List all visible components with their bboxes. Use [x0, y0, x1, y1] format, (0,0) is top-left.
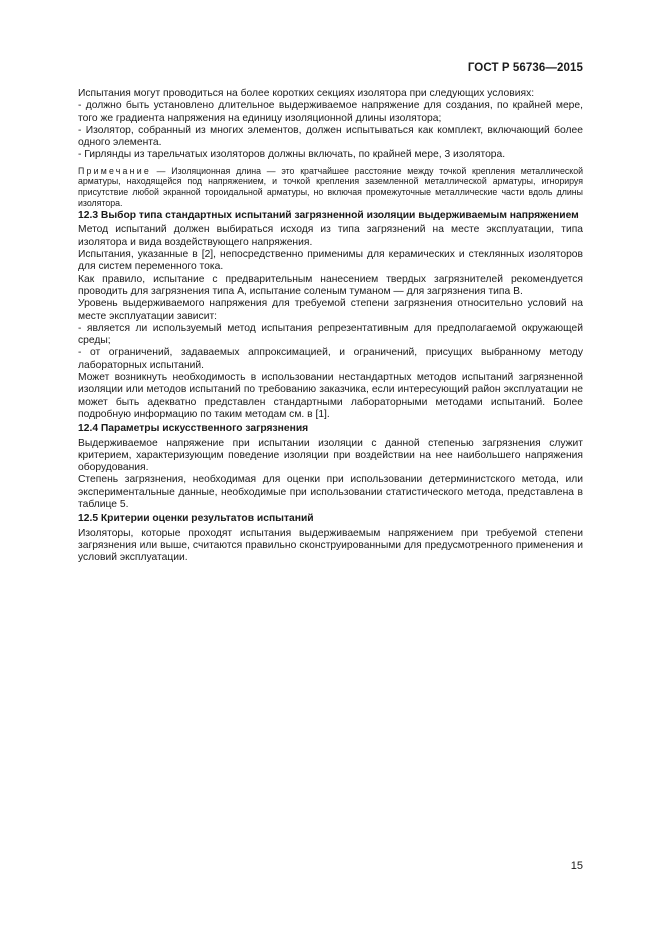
intro-condition-3: - Гирлянды из тарельчатых изоляторов должны включать, по крайней мере, 3 изолятора.	[78, 149, 506, 161]
section-12-3-paragraph-5: Может возникнуть необходимость в использовании нестандартных методов испытаний загрязненной изоляции или методов испытаний по требованию заказчика, если интересующий район эксплуатации не может быть адекватно представлен стандартными лабораторными методами испытаний. Более подробную информацию по таким методам см. в [1].	[78, 372, 583, 420]
section-12-3-paragraph-3: Как правило, испытание с предварительным нанесением твердых загрязнителей рекомендуется проводить для загрязнения типа А, испытание соленым туманом — для загрязнения типа В.	[78, 273, 583, 297]
page-body	[78, 88, 583, 564]
section-12-4-paragraph-1: Выдерживаемое напряжение при испытании изоляции с данной степенью загрязнения служит критерием, характеризующим поведение изоляции при воздействии на нее наибольшего напряжения оборудования.	[78, 437, 583, 474]
intro-condition-2: - Изолятор, собранный из многих элементов, должен испытываться как комплект, включающий более одного элемента.	[78, 124, 583, 149]
intro-condition-1: - должно быть установлено длительное выдерживаемое напряжение для создания, по крайней мере, того же градиента напряжения на единицу изоляционной длины изолятора;	[78, 100, 583, 124]
section-12-5-heading: 12.5 Критерии оценки результатов испытаний	[78, 513, 314, 525]
section-12-3-heading: 12.3 Выбор типа стандартных испытаний загрязненной изоляции выдерживаемым напряжением	[78, 210, 579, 222]
intro-paragraph: Испытания могут проводиться на более коротких секциях изолятора при следующих условиях:	[78, 88, 535, 99]
note-text: — Изоляционная длина — это кратчайшее расстояние между точкой крепления металлической арматуры, находящейся под напряжением, и точкой крепления заземленной металлической арматуры, игнорируя присутствие любой экранной тороидальной арматуры, но включая промежуточные металлические части вдоль длины изолятора.	[78, 165, 583, 208]
document-code: ГОСТ Р 56736—2015	[467, 62, 583, 74]
note	[78, 166, 583, 208]
section-12-4-heading: 12.4 Параметры искусственного загрязнения	[78, 423, 309, 435]
page-number: 15	[570, 860, 583, 872]
section-12-3-paragraph-1: Метод испытаний должен выбираться исходя из типа загрязнений на месте эксплуатации, типа изолятора и вида воздействующего напряжения.	[78, 224, 583, 248]
section-12-5-paragraph-1: Изоляторы, которые проходят испытания выдерживаемым напряжением при требуемой степени загрязнения или выше, считаются правильно сконструированными для предусмотренного применения и условий эксплуатации.	[78, 527, 583, 564]
section-12-3-paragraph-2: Испытания, указанные в [2], непосредственно применимы для керамических и стеклянных изоляторов для систем переменного тока.	[78, 249, 583, 273]
note-label: Примечание	[78, 165, 151, 176]
section-12-3-list-item-2: - от ограничений, задаваемых аппроксимацией, и ограничений, присущих выбранному методу лабораторных испытаний.	[78, 347, 583, 371]
section-12-3-list-item-1: - является ли используемый метод испытания репрезентативным для предполагаемой окружающей среды;	[78, 322, 583, 347]
section-12-4-paragraph-2: Степень загрязнения, необходимая для оценки при использовании детерминистского метода, или экспериментальные данные, необходимые при использовании статистического метода, представлена в таблице 5.	[78, 474, 583, 510]
section-12-3-paragraph-4: Уровень выдерживаемого напряжения для требуемой степени загрязнения относительно условий на месте эксплуатации зависит:	[78, 298, 583, 322]
